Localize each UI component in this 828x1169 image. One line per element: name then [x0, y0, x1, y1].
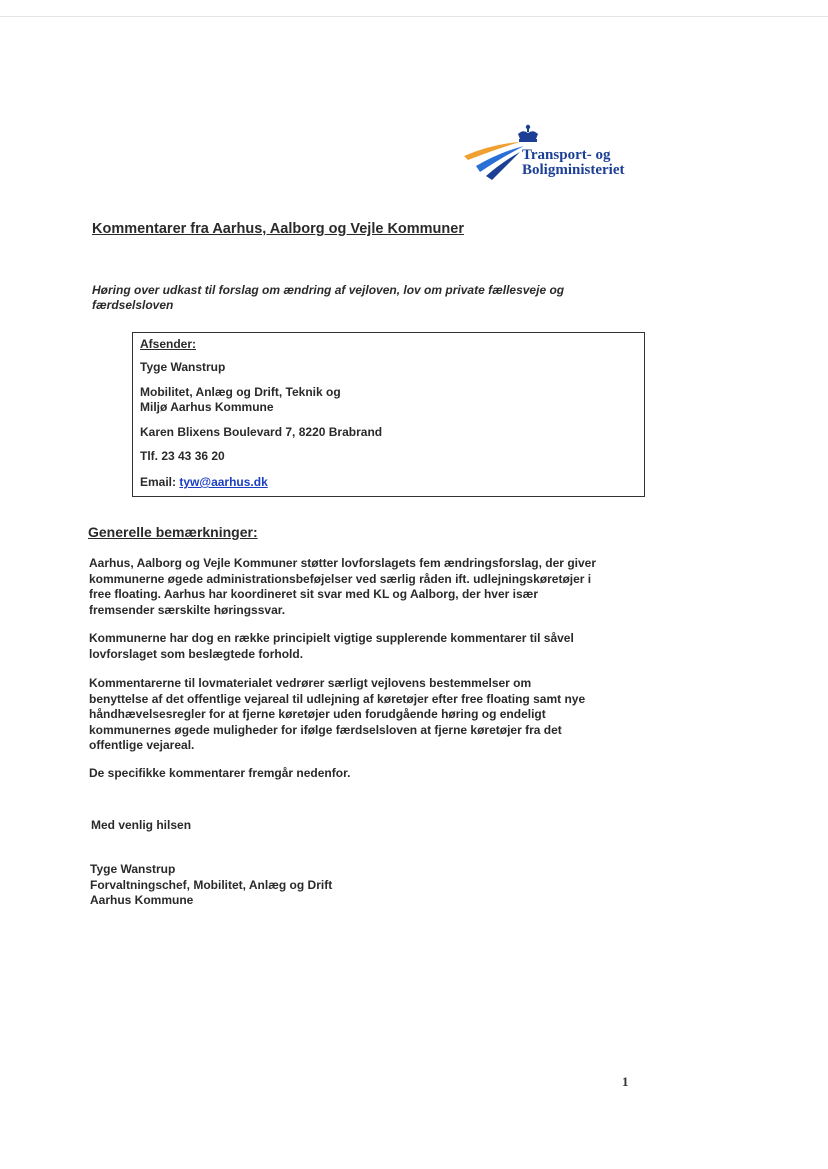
signature-org: Aarhus Kommune: [90, 893, 194, 907]
ministry-logo: [462, 122, 662, 186]
sender-email-label: Email:: [140, 475, 177, 489]
document-subtitle: Høring over udkast til forslag om ændring af vejloven, lov om private fællesveje og færdselsloven: [92, 283, 565, 312]
paragraph-3-line: offentlige vejareal.: [89, 738, 195, 752]
paragraph-3-line: kommunernes øgede muligheder for ifølge færdselsloven at fjerne køretøjer fra det: [89, 722, 562, 737]
paragraph-1-line: free floating. Aarhus har koordineret sit svar med KL og Aalborg, der hver især: [89, 587, 538, 601]
sender-email-row: [140, 475, 268, 489]
paragraph-1-line: kommunerne øgede administrationsbeføjelser ved særlig råden ift. udlejningskøretøjer i: [89, 571, 592, 586]
logo-line2: Boligministeriet: [522, 162, 625, 178]
closing-greeting: Med venlig hilsen: [91, 818, 192, 832]
paragraph-3-line: benyttelse af det offentlige vejareal til udlejning af køretøjer efter free floating samt nye: [89, 691, 586, 706]
logo-line1: Transport- og: [522, 147, 611, 163]
signature-block: [90, 862, 332, 909]
sender-address: Karen Blixens Boulevard 7, 8220 Brabrand: [140, 425, 383, 439]
sender-email-link[interactable]: tyw@aarhus.dk: [179, 475, 268, 489]
paragraph-1-line: fremsender særskilte høringssvar.: [89, 602, 286, 617]
logo-text: [522, 148, 624, 178]
paragraph-4-line: De specifikke kommentarer fremgår nedenfor.: [89, 766, 351, 780]
paragraph-2-line: lovforslaget som beslægtede forhold.: [89, 646, 304, 661]
page-number: 1: [622, 1074, 629, 1089]
paragraph-3-line: Kommentarerne til lovmaterialet vedrører særligt vejlovens bestemmelser om: [89, 676, 532, 690]
paragraph-2-line: Kommunerne har dog en række principielt vigtige supplerende kommentarer til såvel: [89, 631, 574, 645]
document-title: Kommentarer fra Aarhus, Aalborg og Vejle Kommuner: [92, 221, 464, 237]
signature-title: Forvaltningschef, Mobilitet, Anlæg og Drift: [90, 877, 333, 892]
sender-name: Tyge Wanstrup: [140, 360, 226, 374]
top-rule: [0, 16, 828, 17]
signature-name: Tyge Wanstrup: [90, 862, 176, 876]
general-remarks-heading: Generelle bemærkninger:: [88, 524, 258, 540]
general-paragraph-1: [89, 556, 649, 618]
general-paragraph-4: [89, 766, 649, 782]
general-paragraph-2: [89, 631, 649, 662]
paragraph-3-line: håndhævelsesregler for at fjerne køretøjer uden forudgående høring og endeligt: [89, 707, 546, 721]
sender-heading: Afsender:: [140, 337, 197, 351]
sender-phone: Tlf. 23 43 36 20: [140, 449, 225, 463]
crown-icon: [518, 125, 538, 142]
sender-box: [132, 332, 645, 497]
sender-department-line2: Miljø Aarhus Kommune: [140, 400, 274, 414]
general-paragraph-3: [89, 676, 649, 754]
sender-department-line1: Mobilitet, Anlæg og Drift, Teknik og: [140, 385, 341, 399]
paragraph-1-line: Aarhus, Aalborg og Vejle Kommuner støtter lovforslagets fem ændringsforslag, der giver: [89, 556, 596, 570]
